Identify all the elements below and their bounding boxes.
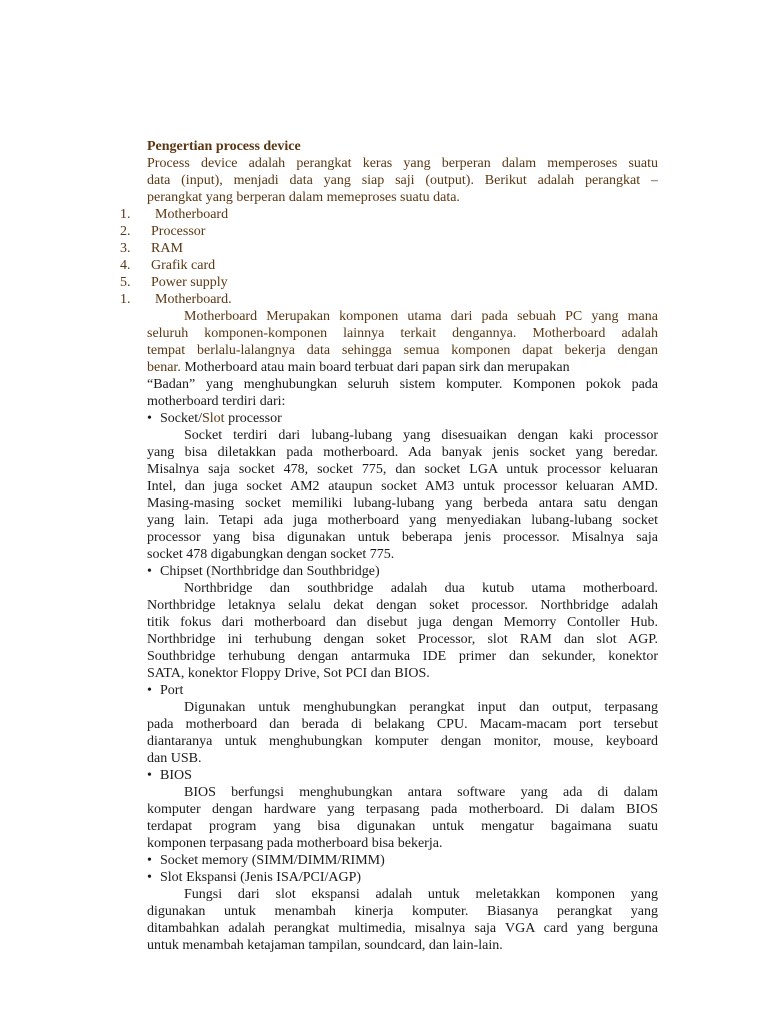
bullet-icon: • bbox=[147, 870, 152, 885]
bullet-icon: • bbox=[147, 853, 152, 868]
paragraph-line: komponen terpasang pada motherboard bisa bekerja. bbox=[147, 836, 443, 851]
list-item: Motherboard. bbox=[155, 292, 232, 307]
list-item: Power supply bbox=[151, 275, 228, 290]
paragraph-line: Northbridge dan southbridge adalah dua kutub utama motherboard. bbox=[184, 581, 658, 596]
paragraph-line: Intel, dan juga socket AM2 ataupun socket AM3 untuk processor keluaran AMD. bbox=[147, 479, 658, 494]
intro-line: data (input), menjadi data yang siap saji (output). Berikut adalah perangkat – bbox=[147, 173, 658, 188]
paragraph-line: socket 478 digabungkan dengan socket 775. bbox=[147, 547, 395, 562]
list-number: 4. bbox=[120, 258, 131, 273]
paragraph-line: Misalnya saja socket 478, socket 775, dan socket LGA untuk processor keluaran bbox=[147, 462, 658, 477]
list-number: 1. bbox=[120, 207, 131, 222]
bullet-heading-part: Socket/ bbox=[160, 411, 202, 426]
paragraph-line: Southbridge terhubung dengan antarmuka IDE primer dan sekunder, konektor bbox=[147, 649, 658, 664]
paragraph-line: Motherboard Merupakan komponen utama dari pada sebuah PC yang mana bbox=[184, 309, 658, 324]
paragraph-line: digunakan untuk menambah kinerja komputer. Biasanya perangkat yang bbox=[147, 904, 658, 919]
paragraph-line: yang lain. Tetapi ada juga motherboard yang menyediakan lubang-lubang socket bbox=[147, 513, 658, 528]
paragraph-line: BIOS berfungsi menghubungkan antara software yang ada di dalam bbox=[184, 785, 658, 800]
paragraph-line: diantaranya untuk menghubungkan komputer dengan monitor, mouse, keyboard bbox=[147, 734, 658, 749]
list-number: 1. bbox=[120, 292, 131, 307]
bullet-icon: • bbox=[147, 564, 152, 579]
bullet-heading-part: processor bbox=[224, 411, 282, 426]
paragraph-line: Digunakan untuk menghubungkan perangkat input dan output, terpasang bbox=[184, 700, 658, 715]
paragraph-line bbox=[147, 359, 658, 376]
bullet-heading: Chipset (Northbridge dan Southbridge) bbox=[160, 564, 380, 579]
paragraph-line: pada motherboard dan berada di belakang CPU. Macam-macam port tersebut bbox=[147, 717, 658, 732]
list-item: RAM bbox=[151, 241, 183, 256]
bullet-heading: Slot Ekspansi (Jenis ISA/PCI/AGP) bbox=[160, 870, 362, 885]
paragraph-line: terdapat program yang bisa digunakan untuk mengatur bagaimana suatu bbox=[147, 819, 658, 834]
paragraph-line: processor yang bisa digunakan untuk beberapa jenis processor. Misalnya saja bbox=[147, 530, 658, 545]
paragraph-line: SATA, konektor Floppy Drive, Sot PCI dan BIOS. bbox=[147, 666, 430, 681]
section-heading: Pengertian process device bbox=[147, 139, 301, 154]
bullet-icon: • bbox=[147, 411, 152, 426]
paragraph-line: yang bisa diletakkan pada motherboard. Ada banyak jenis socket yang beredar. bbox=[147, 445, 658, 460]
intro-line: perangkat yang berperan dalam memeproses suatu data. bbox=[147, 190, 460, 205]
paragraph-line: Masing-masing socket memiliki lubang-lubang yang berbeda antara satu dengan bbox=[147, 496, 658, 511]
bullet-icon: • bbox=[147, 768, 152, 783]
list-item: Motherboard bbox=[155, 207, 229, 222]
paragraph-line: komputer dengan hardware yang terpasang pada motherboard. Di dalam BIOS bbox=[147, 802, 658, 817]
list-number: 5. bbox=[120, 275, 131, 290]
paragraph-line: motherboard terdiri dari: bbox=[147, 394, 286, 409]
bullet-heading bbox=[160, 410, 282, 427]
paragraph-line: ditambahkan adalah perangkat multimedia, misalnya saja VGA card yang berguna bbox=[147, 921, 658, 936]
paragraph-line: titik fokus dari motherboard dan disebut juga dengan Memorry Contoller Hub. bbox=[147, 615, 658, 630]
paragraph-line: seluruh komponen-komponen lainnya terkait dengannya. Motherboard adalah bbox=[147, 326, 658, 341]
paragraph-line: tempat berlalu-lalangnya data sehingga semua komponen dapat bekerja dengan bbox=[147, 343, 658, 358]
list-item: Grafik card bbox=[151, 258, 216, 273]
paragraph-text-brown: benar. bbox=[147, 360, 181, 375]
paragraph-line: dan USB. bbox=[147, 751, 202, 766]
paragraph-text: Motherboard atau main board terbuat dari papan sirk dan merupakan bbox=[180, 360, 570, 375]
paragraph-line: Fungsi dari slot ekspansi adalah untuk meletakkan komponen yang bbox=[184, 887, 658, 902]
bullet-heading: Port bbox=[160, 683, 184, 698]
list-number: 3. bbox=[120, 241, 131, 256]
paragraph-line: Socket terdiri dari lubang-lubang yang disesuaikan dengan kaki processor bbox=[184, 428, 658, 443]
list-number: 2. bbox=[120, 224, 131, 239]
paragraph-line: “Badan” yang menghubungkan seluruh sistem komputer. Komponen pokok pada bbox=[147, 377, 658, 392]
bullet-heading: Socket memory (SIMM/DIMM/RIMM) bbox=[160, 853, 385, 868]
bullet-icon: • bbox=[147, 683, 152, 698]
paragraph-line: Northbridge ini terhubung dengan soket Processor, slot RAM dan slot AGP. bbox=[147, 632, 658, 647]
paragraph-line: untuk menambah ketajaman tampilan, soundcard, dan lain-lain. bbox=[147, 938, 503, 953]
list-item: Processor bbox=[151, 224, 206, 239]
paragraph-line: Northbridge letaknya selalu dekat dengan soket processor. Northbridge adalah bbox=[147, 598, 658, 613]
bullet-heading-part: Slot bbox=[202, 411, 225, 426]
intro-line: Process device adalah perangkat keras yang berperan dalam memperoses suatu bbox=[147, 156, 658, 171]
bullet-heading: BIOS bbox=[160, 768, 192, 783]
